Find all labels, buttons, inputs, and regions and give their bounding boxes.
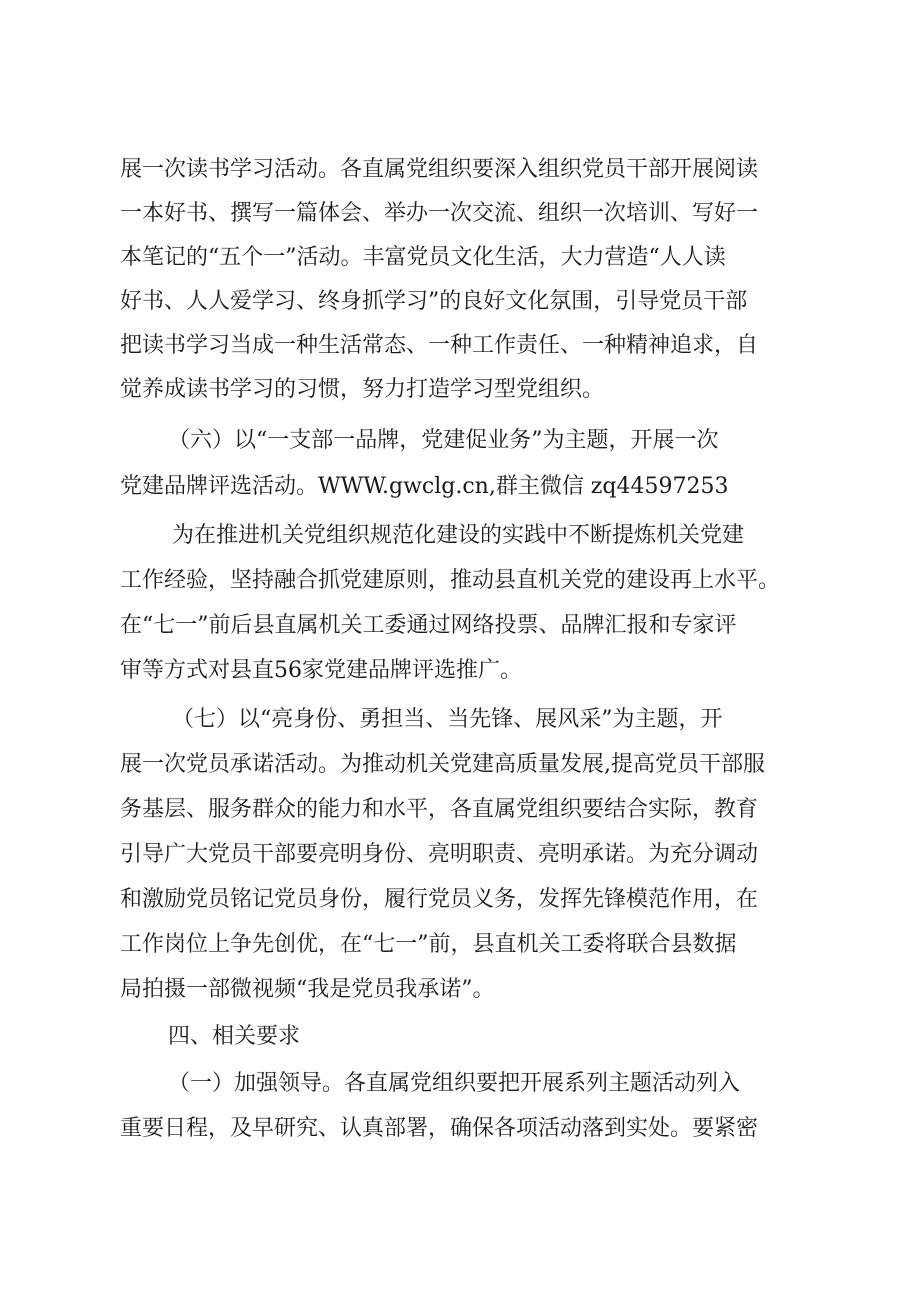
item-7-line-2: 展一次党员承诺活动。为推动机关党建高质量发展,提高党员干部服 <box>120 752 765 777</box>
item-6-body-line-2: 工作经验，坚持融合抓党建原则，推动县直机关党的建设再上水平。 <box>120 568 781 593</box>
paragraph-5-line-3: 本笔记的“五个一”活动。丰富党员文化生活，大力营造“人人读 <box>120 245 726 270</box>
item-6-body-line-4: 审等方式对县直56家党建品牌评选推广。 <box>120 658 522 683</box>
paragraph-5-line-1: 展一次读书学习活动。各直属党组织要深入组织党员干部开展阅读 <box>120 157 759 182</box>
item-6-body-line-1: 为在推进机关党组织规范化建设的实践中不断提炼机关党建 <box>172 523 745 548</box>
item-7-line-6: 工作岗位上争先创优，在“七一”前，县直机关工委将联合县数据 <box>120 932 737 957</box>
requirement-1-line-1: （一）加强领导。各直属党组织要把开展系列主题活动列入 <box>168 1071 741 1096</box>
paragraph-5-line-6: 觉养成读书学习的习惯，努力打造学习型党组织。 <box>120 377 605 402</box>
paragraph-5-line-4: 好书、人人爱学习、终身抓学习”的良好文化氛围，引导党员干部 <box>120 289 748 314</box>
item-6-body-line-3: 在“七一”前后县直属机关工委通过网络投票、品牌汇报和专家评 <box>120 613 737 638</box>
item-7-line-1: （七）以“亮身份、勇担当、当先锋、展风采”为主题，开 <box>172 707 723 732</box>
requirement-1-line-2: 重要日程，及早研究、认真部署，确保各项活动落到实处。要紧密 <box>120 1116 759 1141</box>
item-6-title-line-1: （六）以“一支部一品牌，党建促业务”为主题，开展一次 <box>168 428 719 453</box>
item-7-line-5: 和激励党员铭记党员身份，履行党员义务，发挥先锋模范作用，在 <box>120 887 759 912</box>
paragraph-5-line-2: 一本好书、撰写一篇体会、举办一次交流、组织一次培训、写好一 <box>120 201 759 226</box>
item-7-line-4: 引导广大党员干部要亮明身份、亮明职责、亮明承诺。为充分调动 <box>120 842 759 867</box>
item-7-line-3: 务基层、服务群众的能力和水平，各直属党组织要结合实际，教育 <box>120 797 759 822</box>
paragraph-5-line-5: 把读书学习当成一种生活常态、一种工作责任、一种精神追求，自 <box>120 333 759 358</box>
item-7-line-7: 局拍摄一部微视频“我是党员我承诺”。 <box>120 977 495 1002</box>
item-6-title-line-2: 党建品牌评选活动。WWW.gwclg.cn,群主微信 zq44597253 <box>120 474 729 499</box>
section-4-heading: 四、相关要求 <box>168 1024 301 1049</box>
